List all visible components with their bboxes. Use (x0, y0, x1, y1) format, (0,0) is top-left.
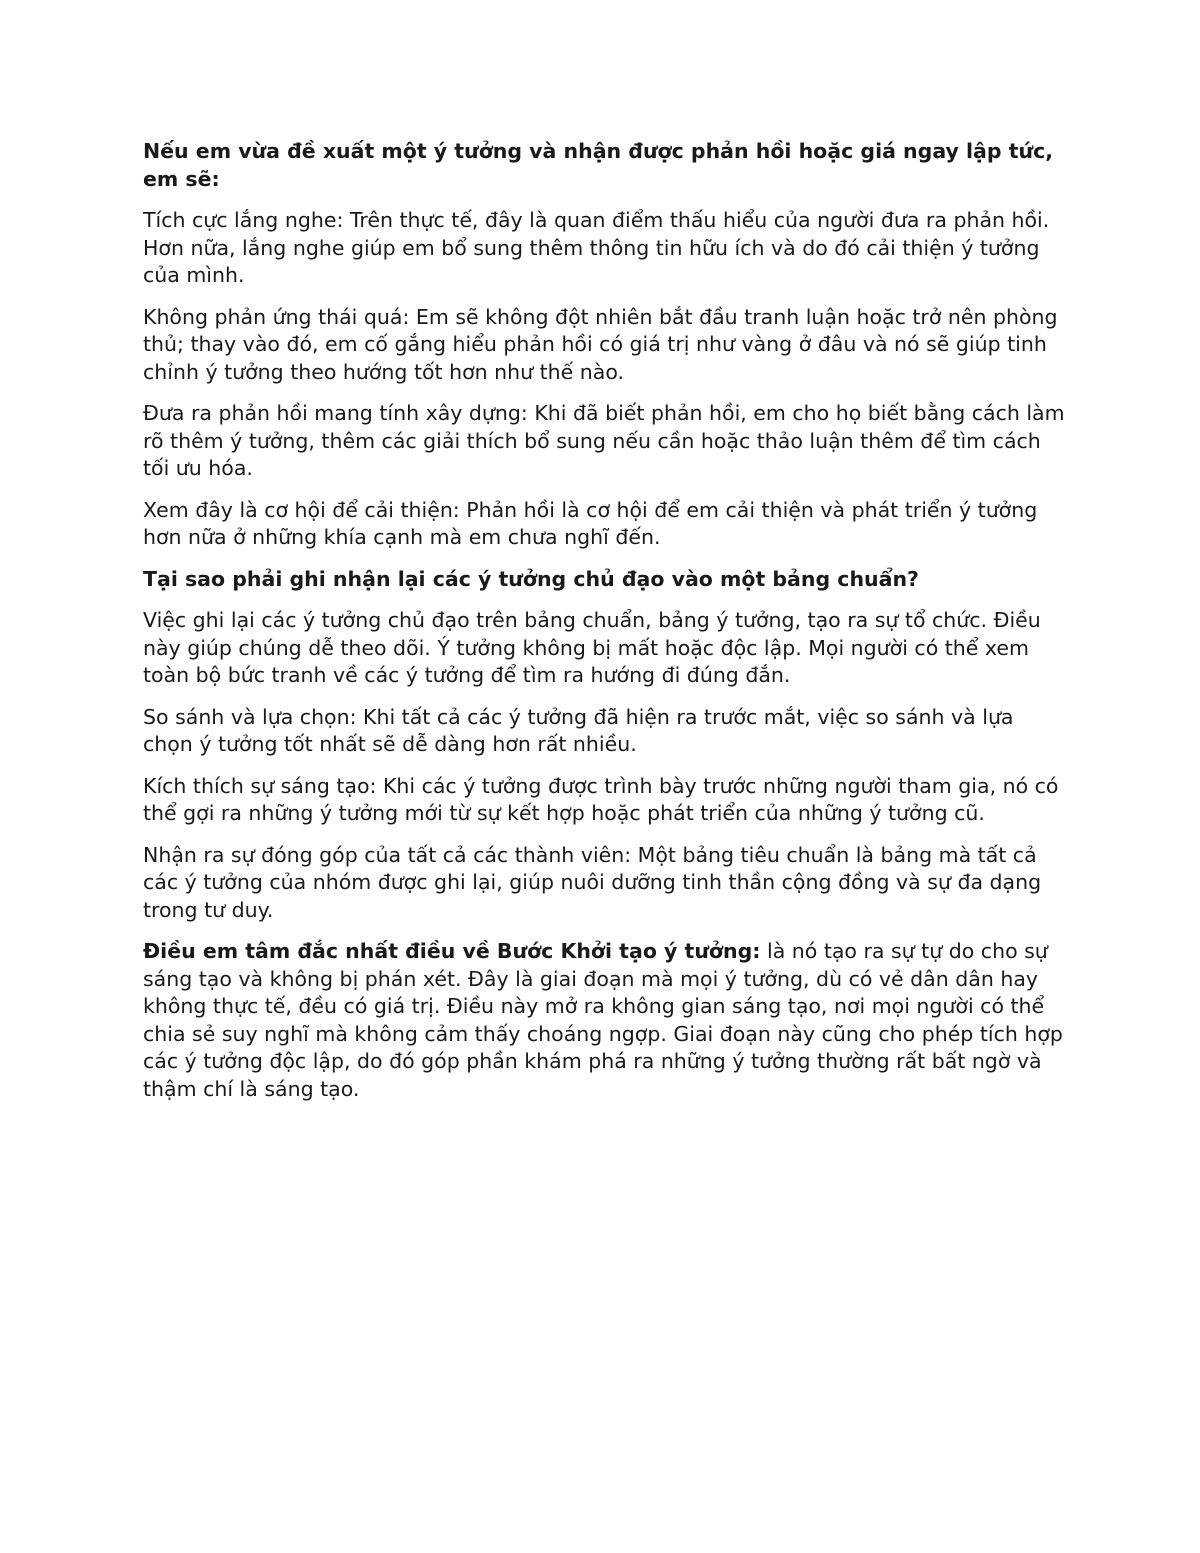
heading-feedback: Nếu em vừa đề xuất một ý tưởng và nhận được phản hồi hoặc giá ngay lập tức, em sẽ: (143, 139, 1054, 191)
paragraph-active-listening: Tích cực lắng nghe: Trên thực tế, đây là quan điểm thấu hiểu của người đưa ra phản hồi. Hơn nữa, lắng nghe giúp em bổ sung thêm thông tin hữu ích và do đó cải thiện ý tưởng của mình. (143, 208, 1050, 287)
paragraph-creativity: Kích thích sự sáng tạo: Khi các ý tưởng được trình bày trước những người tham gia, nó có thể gợi ra những ý tưởng mới từ sự kết hợp hoặc phát triển của những ý tưởng cũ. (143, 773, 1059, 825)
heading-standard-board: Tại sao phải ghi nhận lại các ý tưởng chủ đạo vào một bảng chuẩn? (143, 566, 919, 591)
paragraph-contribution: Nhận ra sự đóng góp của tất cả các thành viên: Một bảng tiêu chuẩn là bảng mà tất cả các ý tưởng của nhóm được ghi lại, giúp nuôi dưỡng tinh thần cộng đồng và sự đa dạng trong tư duy. (143, 842, 1042, 922)
paragraph-no-overreaction: Không phản ứng thái quá: Em sẽ không đột nhiên bắt đầu tranh luận hoặc trở nên phòng thủ; thay vào đó, em cố gắng hiểu phản hồi có giá trị như vàng ở đâu và nó sẽ giúp tinh chỉnh ý tưởng theo hướng tốt hơn như thế nào. (143, 304, 1058, 384)
paragraph-compare-select: So sánh và lựa chọn: Khi tất cả các ý tưởng đã hiện ra trước mắt, việc so sánh và lựa chọn ý tưởng tốt nhất sẽ dễ dàng hơn rất nhiều. (143, 704, 1014, 756)
final-body-text: là nó tạo ra sự tự do cho sự sáng tạo và không bị phán xét. Đây là giai đoạn mà mọi ý tưởng, dù có vẻ dân dân hay không thực tế, đều có giá trị. Điều này mở ra không gian sáng tạo, nơi mọi người có thể chia sẻ suy nghĩ mà không cảm thấy choáng ngợp. Giai đoạn này cũng cho phép tích hợp các ý tưởng độc lập, do đó góp phần khám phá ra những ý tưởng thường rất bất ngờ và thậm chí là sáng tạo. (143, 939, 1063, 1101)
paragraph-organization: Việc ghi lại các ý tưởng chủ đạo trên bảng chuẩn, bảng ý tưởng, tạo ra sự tổ chức. Điều này giúp chúng dễ theo dõi. Ý tưởng không bị mất hoặc độc lập. Mọi người có thể xem toàn bộ bức tranh về các ý tưởng để tìm ra hướng đi đúng đắn. (143, 608, 1041, 687)
paragraph-final (143, 938, 1068, 1103)
final-lead-text: Điều em tâm đắc nhất điều về Bước Khởi tạo ý tưởng: (143, 939, 761, 963)
document-page (143, 138, 1068, 1117)
paragraph-opportunity: Xem đây là cơ hội để cải thiện: Phản hồi là cơ hội để em cải thiện và phát triển ý tưởng hơn nữa ở những khía cạnh mà em chưa nghĩ đến. (143, 497, 1038, 549)
paragraph-constructive-feedback: Đưa ra phản hồi mang tính xây dựng: Khi đã biết phản hồi, em cho họ biết bằng cách làm rõ thêm ý tưởng, thêm các giải thích bổ sung nếu cần hoặc thảo luận thêm để tìm cách tối ưu hóa. (143, 401, 1065, 480)
